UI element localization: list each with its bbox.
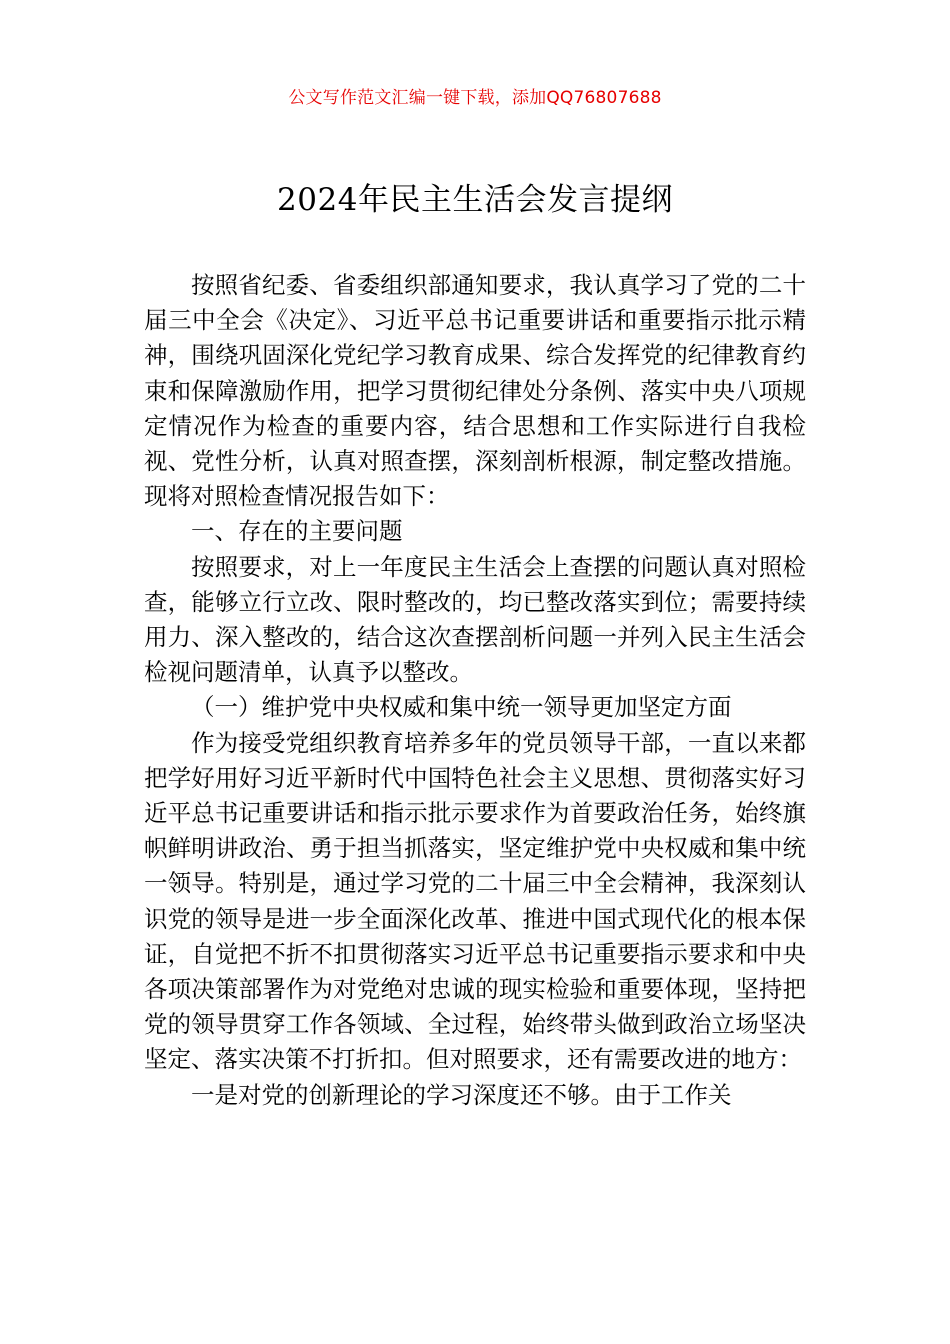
paragraph-point-1: 一是对党的创新理论的学习深度还不够。由于工作关 (191, 1080, 732, 1109)
document-title: 2024年民主生活会发言提纲 (277, 182, 673, 218)
header-ad-text: 公文写作范文汇编一键下载，添加QQ76807688 (288, 88, 662, 108)
document-body (144, 268, 806, 1113)
paragraph-section-1: 按照要求，对上一年度民主生活会上查摆的问题认真对照检查，能够立行立改、限时整改的，均已整改落实到位；需要持续用力、深入整改的，结合这次查摆剖析问题一并列入民主生活会检视问题清单，认真予以整改。 (144, 552, 806, 687)
paragraph-intro: 按照省纪委、省委组织部通知要求，我认真学习了党的二十届三中全会《决定》、习近平总书记重要讲话和重要指示批示精神，围绕巩固深化党纪学习教育成果、综合发挥党的纪律教育约束和保障激励作用，把学习贯彻纪律处分条例、落实中央八项规定情况作为检查的重要内容，结合思想和工作实际进行自我检视、党性分析，认真对照查摆，深刻剖析根源，制定整改措施。现将对照检查情况报告如下： (144, 271, 806, 511)
paragraph-subsection-1: 作为接受党组织教育培养多年的党员领导干部，一直以来都把学好用好习近平新时代中国特色社会主义思想、贯彻落实好习近平总书记重要讲话和指示批示要求作为首要政治任务，始终旗帜鲜明讲政治、勇于担当抓落实，坚定维护党中央权威和集中统一领导。特别是，通过学习党的二十届三中全会精神，我深刻认识党的领导是进一步全面深化改革、推进中国式现代化的根本保证，自觉把不折不扣贯彻落实习近平总书记重要指示要求和中央各项决策部署作为对党绝对忠诚的现实检验和重要体现，坚持把党的领导贯穿工作各领域、全过程，始终带头做到政治立场坚决坚定、落实决策不打折扣。但对照要求，还有需要改进的地方： (144, 728, 806, 1074)
subsection-heading-1: （一）维护党中央权威和集中统一领导更加坚定方面 (191, 693, 732, 722)
section-heading-1: 一、存在的主要问题 (191, 517, 403, 546)
